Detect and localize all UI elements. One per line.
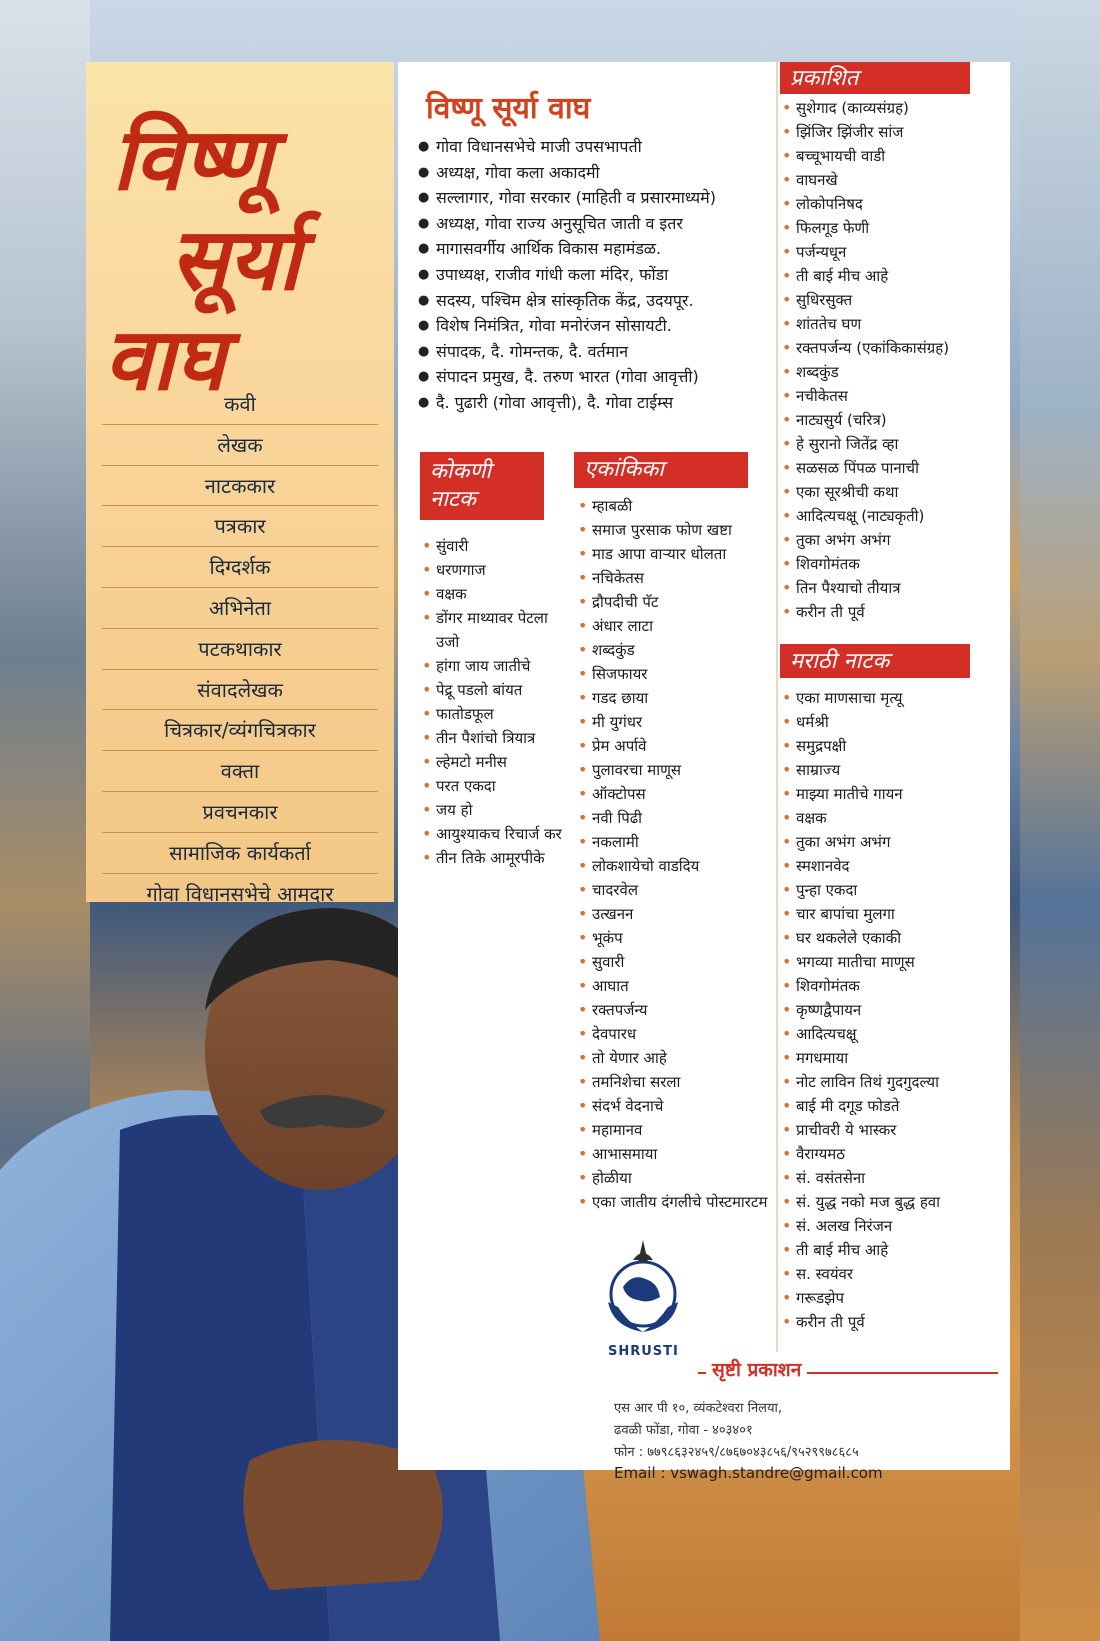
ekankika-item: • गडद छाया <box>578 686 778 710</box>
marathi-item: • पुन्हा एकदा <box>782 878 1006 902</box>
prakashit-item: • ती बाई मीच आहे <box>782 264 1002 288</box>
ekankika-item: • शब्दकुंड <box>578 638 778 662</box>
position-item: ● संपादक, दै. गोमन्तक, दै. वर्तमान <box>418 339 788 365</box>
ekankika-item: • सुवारी <box>578 950 778 974</box>
prakashit-item: • सुधिरसुक्त <box>782 288 1002 312</box>
marathi-item: • कृष्णद्वैपायन <box>782 998 1006 1022</box>
phone-line: फोन : ७७९८६३२४५९/८७६७०४३८५६/९५२९९७८६८५ <box>614 1445 859 1460</box>
konkani-item: • धरणगाज <box>422 558 572 582</box>
ekankika-item: • म्हाबळी <box>578 494 778 518</box>
ekankika-item: • एका जातीय दंगलीचे पोस्टमारटम <box>578 1190 778 1214</box>
marathi-item: • बाई मी दगूड फोडते <box>782 1094 1006 1118</box>
konkani-item: • ल्हेमटो मनीस <box>422 750 572 774</box>
marathi-item: • माझ्या मातीचे गायन <box>782 782 1006 806</box>
ekankika-item: • नचिकेतस <box>578 566 778 590</box>
konkani-item: • हांगा जाय जातीचे <box>422 654 572 678</box>
marathi-item: • समुद्रपक्षी <box>782 734 1006 758</box>
position-item: ● सल्लागार, गोवा सरकार (माहिती व प्रसारमाध्यमे) <box>418 185 788 211</box>
ekankika-item: • सिजफायर <box>578 662 778 686</box>
prakashit-item: • तुका अभंग अभंग <box>782 528 1002 552</box>
prakashit-item: • लोकोपनिषद <box>782 192 1002 216</box>
konkani-list <box>422 534 572 870</box>
ekankika-item: • द्रौपदीची पॅट <box>578 590 778 614</box>
prakashit-item: • करीन ती पूर्व <box>782 600 1002 624</box>
marathi-item: • गरूडझेप <box>782 1286 1006 1310</box>
calligraphy-title <box>100 88 380 428</box>
konkani-item: • डोंगर माथ्यावर पेटला उजो <box>422 606 572 654</box>
prakashit-heading: प्रकाशित <box>780 62 970 94</box>
prakashit-item: • शिवगोमंतक <box>782 552 1002 576</box>
ekankika-item: • प्रेम अर्पावे <box>578 734 778 758</box>
ekankika-item: • तमनिशेचा सरला <box>578 1070 778 1094</box>
ekankika-item: • पुलावरचा माणूस <box>578 758 778 782</box>
marathi-item: • सं. वसंतसेना <box>782 1166 1006 1190</box>
ekankika-item: • नकलामी <box>578 830 778 854</box>
marathi-item: • एका माणसाचा मृत्यू <box>782 686 1006 710</box>
position-item: ● अध्यक्ष, गोवा कला अकादमी <box>418 160 788 186</box>
address-line-2: ढवळी फोंडा, गोवा - ४०३४०१ <box>614 1423 753 1438</box>
role-item: संवादलेखक <box>102 670 378 711</box>
prakashit-item: • सुशेगाद (काव्यसंग्रह) <box>782 96 1002 120</box>
publisher-block <box>598 1232 1010 1482</box>
position-item: ● सदस्य, पश्चिम क्षेत्र सांस्कृतिक केंद्र, उदयपूर. <box>418 288 788 314</box>
marathi-item: • धर्मश्री <box>782 710 1006 734</box>
ekankika-item: • समाज पुरसाक फोण खष्टा <box>578 518 778 542</box>
marathi-item: • स्मशानवेद <box>782 854 1006 878</box>
marathi-item: • तुका अभंग अभंग <box>782 830 1006 854</box>
ekankika-item: • ऑक्टोपस <box>578 782 778 806</box>
konkani-heading: कोकणी नाटक <box>420 452 544 520</box>
content-card <box>398 62 1010 1482</box>
role-item: लेखक <box>102 425 378 466</box>
prakashit-item: • पर्जन्यधून <box>782 240 1002 264</box>
prakashit-list <box>782 96 1002 624</box>
ekankika-list <box>578 494 778 1214</box>
position-item: ● संपादन प्रमुख, दै. तरुण भारत (गोवा आवृत्ती) <box>418 364 788 390</box>
shrusti-logo-icon <box>598 1232 688 1342</box>
prakashit-item: • तिन पैश्याचो तीयात्र <box>782 576 1002 600</box>
marathi-heading: मराठी नाटक <box>780 644 970 678</box>
marathi-item: • सं. अलख निरंजन <box>782 1214 1006 1238</box>
konkani-item: • आयुश्याकच रिचार्ज कर <box>422 822 572 846</box>
prakashit-item: • झिंजिर झिंजीर सांज <box>782 120 1002 144</box>
role-item: सामाजिक कार्यकर्ता <box>102 833 378 874</box>
marathi-item: • स. स्वयंवर <box>782 1262 1006 1286</box>
ekankika-item: • चादरवेल <box>578 878 778 902</box>
marathi-item: • मगधमाया <box>782 1046 1006 1070</box>
konkani-item: • फातोडफूल <box>422 702 572 726</box>
konkani-item: • वक्षक <box>422 582 572 606</box>
prakashit-item: • नाट्यसुर्य (चरित्र) <box>782 408 1002 432</box>
role-item: पत्रकार <box>102 506 378 547</box>
konkani-item: • तीन तिके आमूरपीके <box>422 846 572 870</box>
prakashit-item: • शांततेच घण <box>782 312 1002 336</box>
title-word-3: वाघ <box>104 309 225 410</box>
marathi-item: • ती बाई मीच आहे <box>782 1238 1006 1262</box>
title-word-2: सूर्या <box>170 209 301 310</box>
role-item: कवी <box>102 384 378 425</box>
ekankika-heading: एकांकिका <box>574 452 748 488</box>
shrusti-logo-text: SHRUSTI <box>608 1344 679 1359</box>
ekankika-item: • महामानव <box>578 1118 778 1142</box>
konkani-item: • जय हो <box>422 798 572 822</box>
left-panel <box>86 62 394 906</box>
ekankika-item: • माड आपा वाऱ्यार धोलता <box>578 542 778 566</box>
ekankika-item: • रक्तपर्जन्य <box>578 998 778 1022</box>
title-word-1: विष्णू <box>112 109 272 210</box>
role-item: गोवा विधानसभेचे आमदार <box>146 881 334 906</box>
role-item: नाटककार <box>102 466 378 507</box>
marathi-item: • वक्षक <box>782 806 1006 830</box>
card-title: विष्णू सूर्या वाघ <box>426 91 591 126</box>
marathi-item: • वैराग्यमठ <box>782 1142 1006 1166</box>
position-item: ● विशेष निमंत्रित, गोवा मनोरंजन सोसायटी. <box>418 313 788 339</box>
ekankika-item: • तो येणार आहे <box>578 1046 778 1070</box>
konkani-item: • पेद्रू पडलो बांयत <box>422 678 572 702</box>
marathi-item: • घर थकलेले एकाकी <box>782 926 1006 950</box>
marathi-item: • करीन ती पूर्व <box>782 1310 1006 1334</box>
position-item: ● उपाध्यक्ष, राजीव गांधी कला मंदिर, फोंडा <box>418 262 788 288</box>
roles-list <box>102 384 378 914</box>
ekankika-item: • संदर्भ वेदनाचे <box>578 1094 778 1118</box>
role-item: वक्ता <box>102 751 378 792</box>
prakashit-item: • फिलगूड फेणी <box>782 216 1002 240</box>
ekankika-item: • अंधार लाटा <box>578 614 778 638</box>
background-right <box>1020 0 1100 1641</box>
prakashit-item: • वाघनखे <box>782 168 1002 192</box>
marathi-item: • साम्राज्य <box>782 758 1006 782</box>
marathi-item: • भगव्या मातीचा माणूस <box>782 950 1006 974</box>
role-item: पटकथाकार <box>102 629 378 670</box>
marathi-item: • सं. युद्ध नको मज बुद्ध हवा <box>782 1190 1006 1214</box>
prakashit-item: • हे सुरानो जितेंद्र व्हा <box>782 432 1002 456</box>
prakashit-item: • आदित्यचक्षू (नाट्यकृती) <box>782 504 1002 528</box>
ekankika-item: • लोकशायेचो वाडदिय <box>578 854 778 878</box>
role-item: प्रवचनकार <box>102 792 378 833</box>
positions-list <box>418 134 788 416</box>
role-item: चित्रकार/व्यंगचित्रकार <box>102 710 378 751</box>
konkani-item: • तीन पैशांचो त्रियात्र <box>422 726 572 750</box>
position-item: ● मागासवर्गीय आर्थिक विकास महामंडळ. <box>418 236 788 262</box>
ekankika-item: • देवपारध <box>578 1022 778 1046</box>
marathi-item: • शिवगोमंतक <box>782 974 1006 998</box>
prakashit-item: • बच्चूभायची वाडी <box>782 144 1002 168</box>
position-item: ● अध्यक्ष, गोवा राज्य अनुसूचित जाती व इतर <box>418 211 788 237</box>
marathi-item: • प्राचीवरी ये भास्कर <box>782 1118 1006 1142</box>
prakashit-item: • रक्तपर्जन्य (एकांकिकासंग्रह) <box>782 336 1002 360</box>
marathi-item: • आदित्यचक्षू <box>782 1022 1006 1046</box>
publisher-name: सृष्टी प्रकाशन <box>706 1356 807 1382</box>
address-line-1: एस आर पी १०, व्यंकटेश्वरा निलया, <box>614 1401 783 1416</box>
ekankika-item: • होळीया <box>578 1166 778 1190</box>
ekankika-item: • आघात <box>578 974 778 998</box>
ekankika-item: • आभासमाया <box>578 1142 778 1166</box>
email-line[interactable]: Email : vswagh.standre@gmail.com <box>614 1464 883 1482</box>
prakashit-item: • शब्दकुंड <box>782 360 1002 384</box>
konkani-item: • सुंवारी <box>422 534 572 558</box>
marathi-item: • चार बापांचा मुलगा <box>782 902 1006 926</box>
marathi-item: • नोट लाविन तिथं गुदगुदल्या <box>782 1070 1006 1094</box>
position-item: ● गोवा विधानसभेचे माजी उपसभापती <box>418 134 788 160</box>
position-item: ● दै. पुढारी (गोवा आवृत्ती), दै. गोवा टाईम्स <box>418 390 788 416</box>
ekankika-item: • नवी पिढी <box>578 806 778 830</box>
role-item: अभिनेता <box>102 588 378 629</box>
ekankika-item: • भूकंप <box>578 926 778 950</box>
prakashit-item: • नचीकेतस <box>782 384 1002 408</box>
ekankika-item: • मी युगंधर <box>578 710 778 734</box>
publisher-address <box>614 1398 859 1464</box>
ekankika-item: • उत्खनन <box>578 902 778 926</box>
role-item: दिग्दर्शक <box>102 547 378 588</box>
prakashit-item: • एका सूरश्रीची कथा <box>782 480 1002 504</box>
prakashit-item: • सळसळ पिंपळ पानाची <box>782 456 1002 480</box>
konkani-item: • परत एकदा <box>422 774 572 798</box>
